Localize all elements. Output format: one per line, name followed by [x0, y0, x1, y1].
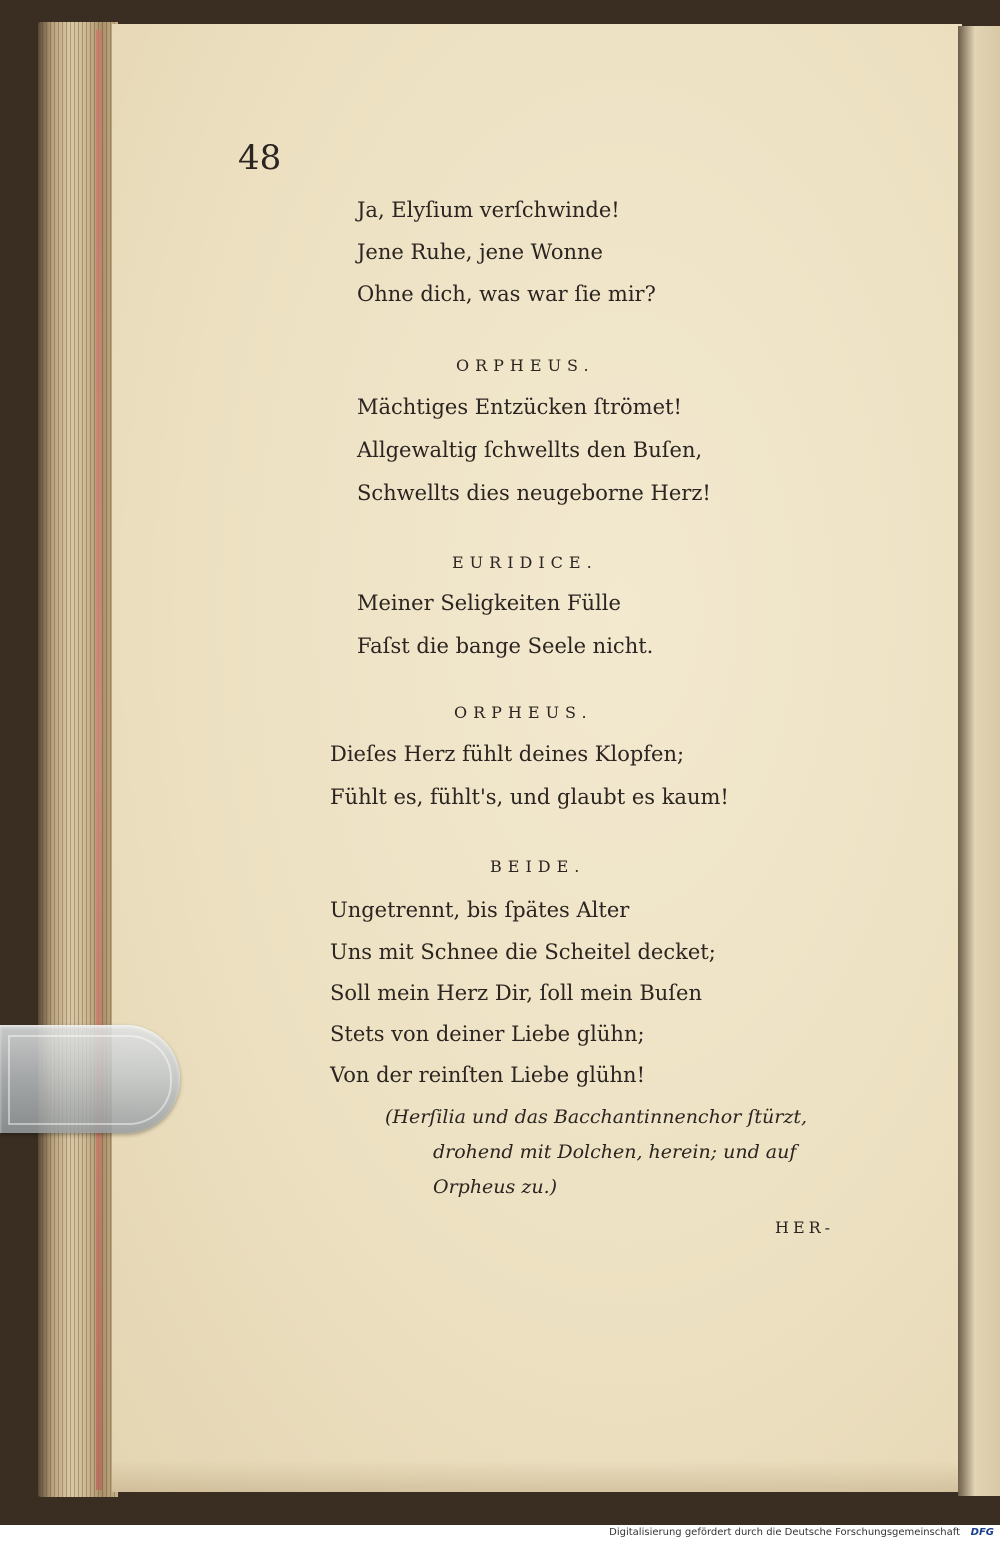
page-clip-highlight	[8, 1035, 172, 1125]
verse-line: Uns mit Schnee die Scheitel decket;	[330, 940, 716, 964]
book-page-edges	[38, 22, 118, 1497]
verse-line: Von der reinſten Liebe glühn!	[330, 1063, 646, 1087]
verse-line: Ja, Elyſium verſchwinde!	[357, 198, 620, 222]
speaker-name: BEIDE.	[490, 857, 586, 876]
footer-bar	[0, 1525, 1000, 1542]
verse-line: Allgewaltig ſchwellts den Buſen,	[357, 438, 703, 462]
verse-line: Faſst die bange Seele nicht.	[357, 634, 654, 658]
verse-line: Dieſes Herz fühlt deines Klopfen;	[330, 742, 685, 766]
verse-line: Ungetrennt, bis ſpätes Alter	[330, 898, 630, 922]
page-bottom-shade	[112, 1460, 962, 1492]
verse-line: Ohne dich, was war ſie mir?	[357, 282, 656, 306]
verse-line: Fühlt es, fühlt's, und glaubt es kaum!	[330, 785, 729, 809]
verse-line: Jene Ruhe, jene Wonne	[357, 240, 603, 264]
catchword: HER-	[775, 1218, 835, 1237]
speaker-name: EURIDICE.	[452, 553, 598, 572]
verse-line: Schwellts dies neugeborne Herz!	[357, 481, 711, 505]
footer-credit: Digitalisierung gefördert durch die Deutsche Forschungsgemeinschaft	[609, 1527, 960, 1538]
page-clip	[0, 1025, 180, 1133]
stage-direction-line: drohend mit Dolchen, herein; und auf	[433, 1141, 797, 1163]
verse-line: Soll mein Herz Dir, ſoll mein Buſen	[330, 981, 703, 1005]
red-page-edge	[96, 30, 102, 1490]
facing-page-edge	[958, 26, 1000, 1496]
stage-direction-line: (Herſilia und das Bacchantinnenchor ſtürzt,	[385, 1106, 808, 1128]
verse-line: Stets von deiner Liebe glühn;	[330, 1022, 645, 1046]
stage-direction-line: Orpheus zu.)	[433, 1176, 558, 1198]
dfg-logo: DFG	[970, 1527, 994, 1538]
verse-line: Mächtiges Entzücken ſtrömet!	[357, 395, 682, 419]
verse-line: Meiner Seligkeiten Fülle	[357, 591, 621, 615]
page-number: 48	[238, 138, 282, 178]
speaker-name: ORPHEUS.	[456, 356, 595, 375]
speaker-name: ORPHEUS.	[454, 703, 593, 722]
